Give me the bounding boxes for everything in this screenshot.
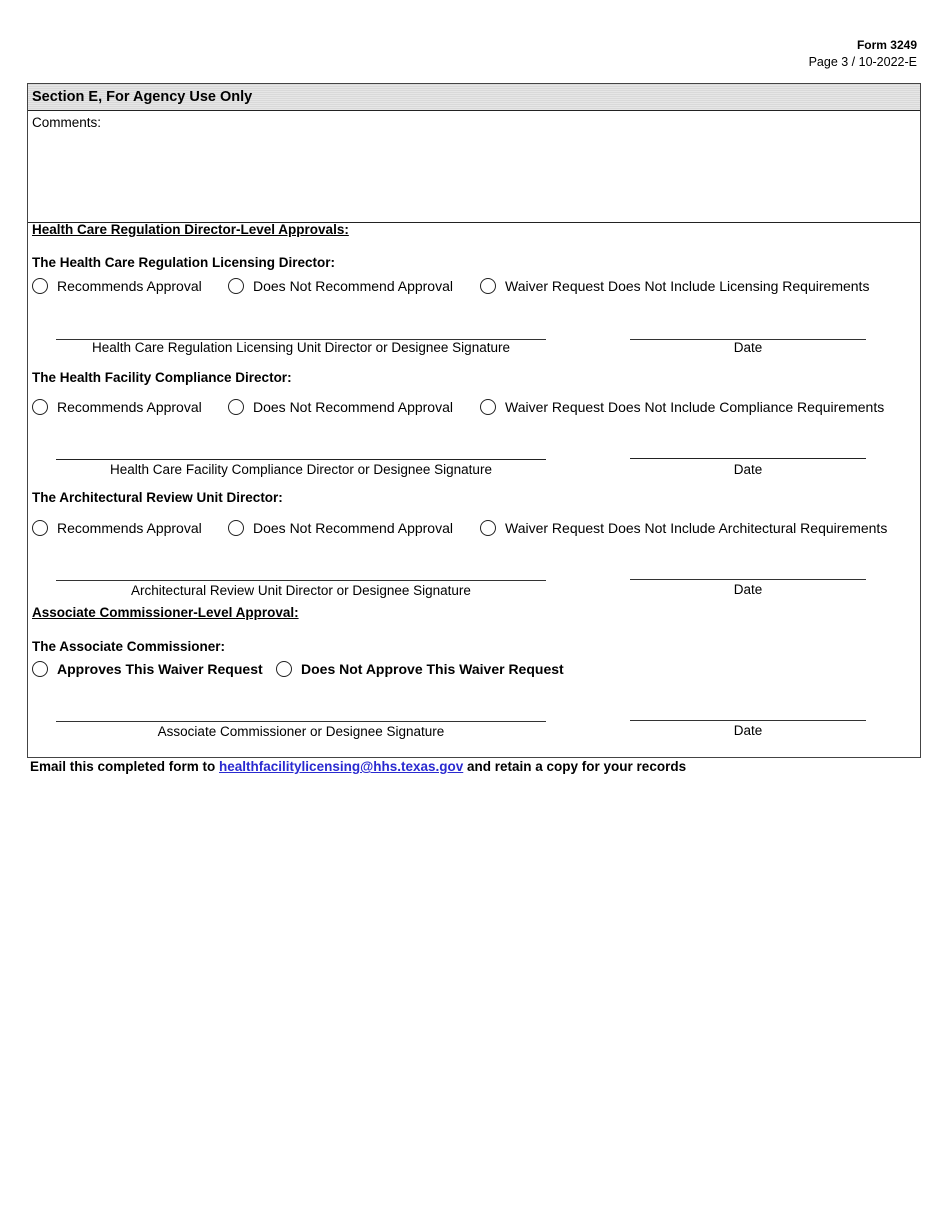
option-label: Recommends Approval [57,520,202,536]
compliance-date-line[interactable] [630,458,866,459]
licensing-radio-group [32,278,869,294]
commissioner-title: The Associate Commissioner: [32,639,226,654]
radio-circle-icon[interactable] [32,661,48,677]
compliance-date-label: Date [733,462,763,477]
footer-instructions [30,759,686,774]
radio-circle-icon[interactable] [32,278,48,294]
architectural-date-label: Date [733,582,763,597]
architectural-date-line[interactable] [630,579,866,580]
option-label: Waiver Request Does Not Include Compliance Requirements [505,399,885,415]
commissioner-signature-line[interactable] [56,721,546,722]
radio-circle-icon[interactable] [32,399,48,415]
architectural-not-included-option[interactable] [480,520,887,536]
radio-circle-icon[interactable] [480,520,496,536]
form-number: Form 3249 [856,38,917,52]
option-label: Recommends Approval [57,278,202,294]
comments-area[interactable] [30,132,918,220]
footer-prefix: Email this completed form to [30,759,220,774]
radio-circle-icon[interactable] [480,278,496,294]
architectural-signature-label: Architectural Review Unit Director or Designee Signature [131,583,471,598]
commissioner-signature-label: Associate Commissioner or Designee Signature [157,724,445,739]
radio-circle-icon[interactable] [276,661,292,677]
licensing-not-included-option[interactable] [480,278,869,294]
architectural-radio-group [32,520,887,536]
compliance-not-recommend-option[interactable] [228,399,480,415]
not-approve-waiver-option[interactable] [276,661,564,677]
licensing-recommends-option[interactable] [32,278,228,294]
compliance-radio-group [32,399,884,415]
option-label: Recommends Approval [57,399,202,415]
comments-label: Comments: [32,115,102,130]
compliance-not-included-option[interactable] [480,399,884,415]
email-link[interactable]: healthfacilitylicensing@hhs.texas.gov [219,759,464,774]
radio-circle-icon[interactable] [480,399,496,415]
director-approvals-heading: Health Care Regulation Director-Level Approvals: [32,222,349,237]
radio-circle-icon[interactable] [228,520,244,536]
licensing-date-label: Date [733,340,763,355]
radio-circle-icon[interactable] [228,278,244,294]
option-label: Waiver Request Does Not Include Licensing Requirements [505,278,870,294]
compliance-signature-line[interactable] [56,459,546,460]
licensing-not-recommend-option[interactable] [228,278,480,294]
option-label: Does Not Recommend Approval [253,520,453,536]
architectural-not-recommend-option[interactable] [228,520,480,536]
commissioner-approval-heading: Associate Commissioner-Level Approval: [32,605,299,620]
commissioner-date-line[interactable] [630,720,866,721]
compliance-director-title: The Health Facility Compliance Director: [32,370,292,385]
architectural-director-title: The Architectural Review Unit Director: [32,490,283,505]
radio-circle-icon[interactable] [228,399,244,415]
option-label: Does Not Recommend Approval [253,278,453,294]
option-label: Does Not Recommend Approval [253,399,453,415]
licensing-signature-label: Health Care Regulation Licensing Unit Director or Designee Signature [92,340,510,355]
page-info: Page 3 / 10-2022-E [808,55,917,69]
commissioner-radio-group [32,661,564,677]
licensing-director-title: The Health Care Regulation Licensing Director: [32,255,336,270]
radio-circle-icon[interactable] [32,520,48,536]
commissioner-date-label: Date [733,723,763,738]
compliance-recommends-option[interactable] [32,399,228,415]
compliance-signature-label: Health Care Facility Compliance Director or Designee Signature [110,462,492,477]
option-label: Does Not Approve This Waiver Request [301,661,564,677]
architectural-signature-line[interactable] [56,580,546,581]
section-title: Section E, For Agency Use Only [32,89,253,105]
footer-suffix: and retain a copy for your records [463,759,687,774]
option-label: Waiver Request Does Not Include Architectural Requirements [505,520,888,536]
option-label: Approves This Waiver Request [57,661,263,677]
approves-waiver-option[interactable] [32,661,276,677]
architectural-recommends-option[interactable] [32,520,228,536]
